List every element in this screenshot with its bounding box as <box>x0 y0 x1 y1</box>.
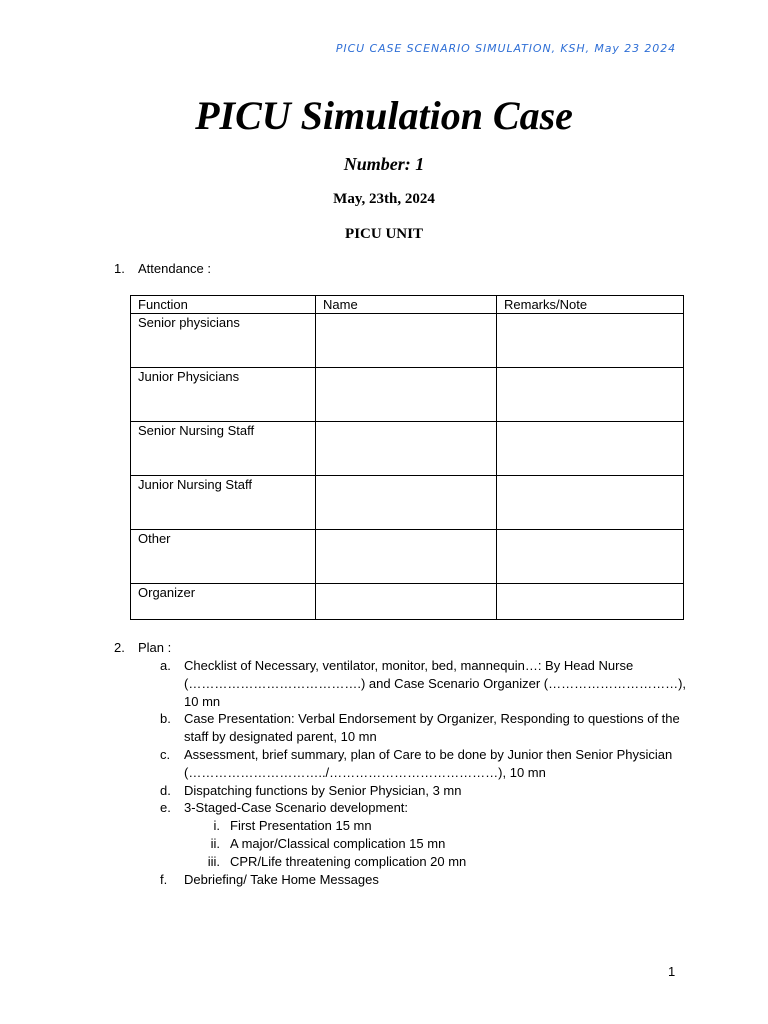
list-item-text: Dispatching functions by Senior Physician, 3 mn <box>184 782 462 798</box>
list-marker: e. <box>160 800 171 816</box>
list-marker: b. <box>160 711 171 727</box>
list-item <box>160 799 690 817</box>
table-row <box>131 584 684 620</box>
list-item-text: A major/Classical complication 15 mn <box>230 835 446 851</box>
name-cell[interactable] <box>316 476 497 530</box>
column-header-name: Name <box>316 296 497 314</box>
document-title: PICU Simulation Case <box>195 93 573 138</box>
plan-list <box>160 657 690 888</box>
attendance-table <box>130 295 684 620</box>
section-number: 1. <box>114 261 125 276</box>
function-cell: Junior Nursing Staff <box>131 476 316 530</box>
section-title: Plan : <box>138 640 172 655</box>
list-item-text: CPR/Life threatening complication 20 mn <box>230 853 467 869</box>
name-cell[interactable] <box>316 422 497 476</box>
function-cell: Senior Nursing Staff <box>131 422 316 476</box>
section-number: 2. <box>114 640 125 655</box>
list-item-text: Assessment, brief summary, plan of Care to be done by Junior then Senior Physician (…………………………../…………………………………), 10 mn <box>184 746 673 780</box>
function-cell: Senior physicians <box>131 314 316 368</box>
case-number: Number: 1 <box>343 154 425 174</box>
function-cell: Organizer <box>131 584 316 620</box>
section-title: Attendance : <box>138 261 211 276</box>
list-marker: f. <box>160 871 168 887</box>
table-row <box>131 530 684 584</box>
list-marker: i. <box>213 818 220 834</box>
remarks-cell[interactable] <box>497 530 684 584</box>
list-item-text: Checklist of Necessary, ventilator, monitor, bed, mannequin…: By Head Nurse (………………………………….) and Case Scenario Organizer (…………………………), 10 mn <box>184 658 687 709</box>
column-header-function: Function <box>131 296 316 314</box>
list-marker: a. <box>160 658 171 673</box>
remarks-cell[interactable] <box>497 422 684 476</box>
unit-name: PICU UNIT <box>345 226 423 242</box>
sub-list-item <box>160 835 690 853</box>
table-header-row <box>131 296 684 314</box>
section-plan-heading <box>114 640 171 655</box>
list-item <box>160 782 690 800</box>
case-date: May, 23th, 2024 <box>333 191 435 207</box>
function-cell: Other <box>131 530 316 584</box>
table-row <box>131 314 684 368</box>
list-item <box>160 710 690 746</box>
name-cell[interactable] <box>316 584 497 620</box>
name-cell[interactable] <box>316 368 497 422</box>
function-cell: Junior Physicians <box>131 368 316 422</box>
name-cell[interactable] <box>316 530 497 584</box>
name-cell[interactable] <box>316 314 497 368</box>
list-item <box>160 871 690 889</box>
page-number: 1 <box>668 964 676 979</box>
list-item-text: Debriefing/ Take Home Messages <box>184 871 379 887</box>
sub-list-item <box>160 853 690 871</box>
sub-list-item <box>160 817 690 835</box>
remarks-cell[interactable] <box>497 584 684 620</box>
list-item <box>160 746 690 782</box>
running-header: PICU CASE SCENARIO SIMULATION, KSH, May 23 2024 <box>335 42 676 55</box>
list-marker: iii. <box>207 853 220 869</box>
section-attendance-heading <box>114 261 211 276</box>
remarks-cell[interactable] <box>497 476 684 530</box>
list-item <box>160 657 690 710</box>
remarks-cell[interactable] <box>497 314 684 368</box>
list-item-text: 3-Staged-Case Scenario development: <box>184 800 409 816</box>
remarks-cell[interactable] <box>497 368 684 422</box>
list-marker: c. <box>160 746 171 762</box>
table-row <box>131 368 684 422</box>
list-marker: ii. <box>210 835 220 851</box>
table-row <box>131 422 684 476</box>
list-item-text: Case Presentation: Verbal Endorsement by Organizer, Responding to questions of the staff by designated parent, 10 mn <box>184 711 680 745</box>
table-row <box>131 476 684 530</box>
column-header-remarks: Remarks/Note <box>497 296 684 314</box>
list-marker: d. <box>160 782 171 798</box>
list-item-text: First Presentation 15 mn <box>230 818 372 834</box>
